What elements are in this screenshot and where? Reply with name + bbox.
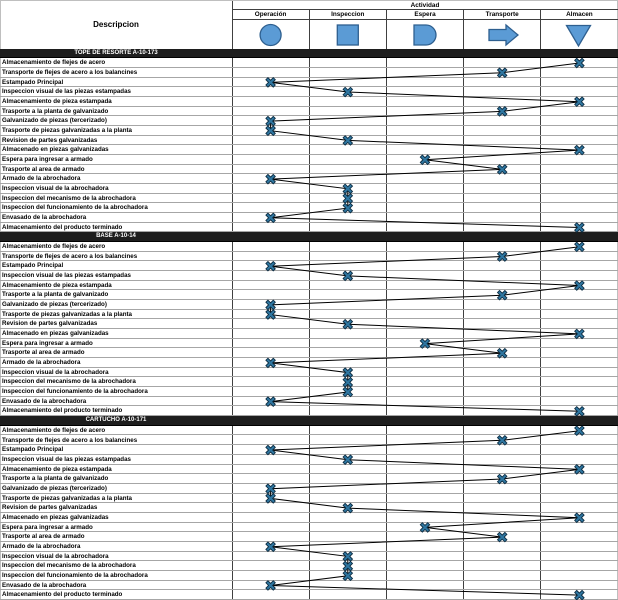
table-row: [0, 97, 618, 107]
row-description: Estampado Principal: [2, 78, 64, 86]
row-description: Transporte de flejes de acero a los balancines: [2, 68, 138, 76]
row-description: Trasporte a la planta de galvanizado: [2, 291, 109, 299]
row-description: Almacenamiento del producto terminado: [2, 591, 123, 599]
row-description: Inspeccion visual de las piezas estampadas: [2, 272, 131, 280]
table-row: [0, 261, 618, 271]
table-row: [0, 377, 618, 387]
row-description: Galvanizado de piezas (tercerizado): [2, 117, 107, 125]
row-description: Inspeccion del funcionamiento de la abrochadora: [2, 204, 148, 212]
row-description: Inspeccion visual de la abrochadora: [2, 368, 109, 376]
row-description: Envasado de la abrochadora: [2, 581, 87, 589]
table-row: [0, 68, 618, 78]
row-description: Inspeccion visual de las piezas estampadas: [2, 455, 131, 463]
table-row: [0, 126, 618, 136]
table-row: [0, 513, 618, 523]
row-description: Almacenamiento de flejes de acero: [2, 426, 106, 434]
table-row: [0, 184, 618, 194]
row-description: Almacenamiento del producto terminado: [2, 223, 123, 231]
table-row: [0, 455, 618, 465]
row-description: Espera para ingresar a armado: [2, 155, 93, 163]
table-row: [0, 397, 618, 407]
table-row: [0, 484, 618, 494]
row-description: Transporte de flejes de acero a los balancines: [2, 436, 138, 444]
table-row: [0, 561, 618, 571]
row-description: Inspeccion del funcionamiento de la abrochadora: [2, 571, 148, 579]
row-description: Trasporte a la planta de galvanizado: [2, 107, 109, 115]
row-description: Trasporte a la planta de galvanizado: [2, 475, 109, 483]
row-description: Envasado de la abrochadora: [2, 397, 87, 405]
row-description: Espera para ingresar a armado: [2, 523, 93, 531]
row-description: Inspeccion del funcionamiento de la abrochadora: [2, 388, 148, 396]
row-description: Inspeccion visual de la abrochadora: [2, 552, 109, 560]
row-description: Armado de la abrochadora: [2, 175, 81, 183]
table-row: [0, 348, 618, 358]
table-row: [0, 174, 618, 184]
table-row: [0, 310, 618, 320]
row-description: Transporte de flejes de acero a los balancines: [2, 252, 138, 260]
table-row: [0, 445, 618, 455]
table-row: [0, 116, 618, 126]
row-description: Almacenado en piezas galvanizadas: [2, 146, 109, 154]
row-description: Revision de partes galvanizadas: [2, 136, 98, 144]
column-operacion-label: Operación: [232, 10, 309, 20]
row-description: Inspeccion del mecanismo de la abrochadora: [2, 378, 136, 386]
table-row: [0, 532, 618, 542]
table-row: [0, 358, 618, 368]
row-description: Trasporte de piezas galvanizadas a la planta: [2, 310, 132, 318]
table-row: [0, 136, 618, 146]
row-description: Almacenamiento de flejes de acero: [2, 243, 106, 250]
row-description: Espera para ingresar a armado: [2, 339, 93, 347]
table-row: [0, 242, 618, 252]
table-row: [0, 300, 618, 310]
row-description: Estampado Principal: [2, 446, 64, 454]
table-row: [0, 271, 618, 281]
row-description: Almacenamiento de pieza estampada: [2, 465, 112, 473]
table-row: [0, 474, 618, 484]
row-description: Almacenado en piezas galvanizadas: [2, 513, 109, 521]
row-description: Trasporte de piezas galvanizadas a la planta: [2, 126, 132, 134]
row-description: Galvanizado de piezas (tercerizado): [2, 301, 107, 309]
row-description: Armado de la abrochadora: [2, 542, 81, 550]
row-description: Almacenamiento de flejes de acero: [2, 59, 106, 67]
table-row: [0, 590, 618, 600]
table-row: [0, 58, 618, 68]
row-description: Almacenamiento del producto terminado: [2, 407, 123, 415]
activity-header: Actividad: [232, 0, 618, 10]
table-row: [0, 465, 618, 475]
row-description: Inspeccion visual de las piezas estampadas: [2, 88, 131, 96]
row-description: Inspeccion visual de la abrochadora: [2, 184, 109, 192]
table-row: [0, 329, 618, 339]
table-row: [0, 78, 618, 88]
table-row: [0, 319, 618, 329]
table-row: [0, 155, 618, 165]
table-row: [0, 281, 618, 291]
table-row: [0, 194, 618, 204]
row-description: Almacenamiento de pieza estampada: [2, 97, 112, 105]
table-row: [0, 436, 618, 446]
table-row: [0, 571, 618, 581]
row-description: Trasporte de piezas galvanizadas a la planta: [2, 494, 132, 502]
section-header: [0, 232, 618, 242]
table-row: [0, 368, 618, 378]
row-description: Revision de partes galvanizadas: [2, 320, 98, 328]
table-row: [0, 223, 618, 233]
table-row: [0, 145, 618, 155]
row-description: Inspeccion del mecanismo de la abrochadora: [2, 194, 136, 202]
table-row: [0, 339, 618, 349]
row-description: Trasporte al area de armado: [2, 349, 85, 357]
column-transporte-label: Transporte: [464, 10, 541, 20]
table-row: [0, 87, 618, 97]
table-row: [0, 203, 618, 213]
section-title: TOPE DE RESORTE A-10-173: [74, 49, 158, 56]
table-row: [0, 165, 618, 175]
row-description: Inspeccion del mecanismo de la abrochadora: [2, 562, 136, 570]
row-description: Armado de la abrochadora: [2, 359, 81, 367]
table-row: [0, 494, 618, 504]
section-header: [0, 49, 618, 59]
table-row: [0, 290, 618, 300]
table-row: [0, 213, 618, 223]
row-description: Galvanizado de piezas (tercerizado): [2, 484, 107, 492]
table-row: [0, 542, 618, 552]
description-header-label: Descripcion: [93, 20, 139, 30]
table-row: [0, 523, 618, 533]
column-almacen-label: Almacen: [541, 10, 618, 20]
section-title: CARTUCHO A-10-171: [85, 417, 147, 424]
table-row: [0, 426, 618, 436]
table-row: [0, 503, 618, 513]
section-title: BASE A-10-14: [96, 233, 136, 240]
table-row: [0, 107, 618, 117]
row-description: Estampado Principal: [2, 262, 64, 270]
table-row: [0, 581, 618, 591]
section-header: [0, 416, 618, 426]
column-inspeccion-label: Inspeccion: [309, 10, 386, 20]
row-description: Almacenado en piezas galvanizadas: [2, 330, 109, 338]
table-row: [0, 406, 618, 416]
row-description: Trasporte al area de armado: [2, 533, 85, 541]
table-row: [0, 552, 618, 562]
column-espera-label: Espera: [386, 10, 463, 20]
table-row: [0, 252, 618, 262]
row-description: Trasporte al area de armado: [2, 165, 85, 173]
row-description: Envasado de la abrochadora: [2, 213, 87, 221]
row-description: Almacenamiento de pieza estampada: [2, 281, 112, 289]
row-description: Revision de partes galvanizadas: [2, 504, 98, 512]
table-row: [0, 387, 618, 397]
